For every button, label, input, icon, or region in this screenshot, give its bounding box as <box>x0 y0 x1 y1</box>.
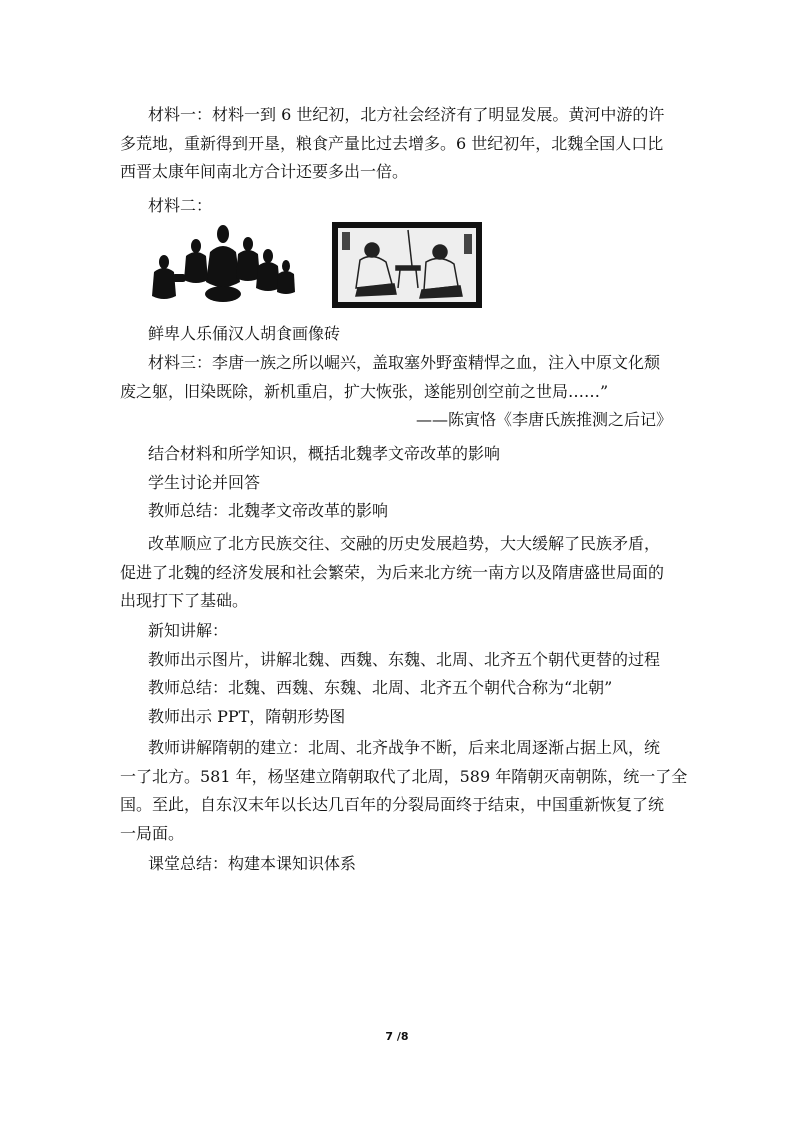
pottery-figurines-icon <box>150 222 296 308</box>
material-two-label: 材料二： <box>148 196 213 215</box>
new-knowledge-section <box>120 617 672 731</box>
teacher-ppt: 教师出示 PPT，隋朝形势图 <box>148 706 346 726</box>
sui-line: 教师讲解隋朝的建立：北周、北齐战争不断，后来北周逐渐占据上风，统 <box>148 738 661 757</box>
material-three-source: ——陈寅恪《李唐氏族推测之后记》 <box>415 410 672 429</box>
material-three-paragraph <box>120 349 672 435</box>
student-activity: 学生讨论并回答 <box>148 472 261 492</box>
xianbei-figurines-image <box>150 222 296 308</box>
hu-food-brick-image <box>332 222 482 308</box>
material-three-line: 废之躯，旧染既除，新机重启，扩大恢张，遂能别创空前之世局……” <box>120 381 609 401</box>
material-two-label-line <box>120 192 672 221</box>
class-summary-line <box>120 850 672 879</box>
impact-line: 出现打下了基础。 <box>120 591 249 610</box>
impact-line: 改革顺应了北方民族交往、交融的历史发展趋势，大大缓解了民族矛盾， <box>148 534 661 553</box>
new-knowledge-heading: 新知讲解： <box>148 621 229 640</box>
material-one-line: 材料一：材料一到 6 世纪初，北方社会经济有了明显发展。黄河中游的许 <box>148 105 665 124</box>
sui-line: 一局面。 <box>120 823 185 843</box>
material-one-line: 西晋太康年间南北方合计还要多出一倍。 <box>120 162 409 181</box>
material-one-line: 多荒地，重新得到开垦，粮食产量比过去增多。6 世纪初年，北魏全国人口比 <box>120 133 664 153</box>
question-line <box>120 440 672 526</box>
sui-line: 一了北方。581 年，杨坚建立隋朝取代了北周，589 年隋朝灭南朝陈，统一了全 <box>120 766 688 786</box>
question-text: 结合材料和所学知识，概括北魏孝文帝改革的影响 <box>148 444 501 463</box>
page-number: 7 /8 <box>385 1030 409 1043</box>
material-three-line: 材料三：李唐一族之所以崛兴，盖取塞外野蛮精悍之血，注入中原文化颓 <box>148 353 661 372</box>
sui-paragraph <box>120 734 688 848</box>
image-caption: 鲜卑人乐俑汉人胡食画像砖 <box>148 324 341 343</box>
class-summary: 课堂总结：构建本课知识体系 <box>148 854 357 873</box>
teacher-summary-reform: 教师总结：北魏孝文帝改革的影响 <box>148 501 389 520</box>
impact-paragraph <box>120 530 672 616</box>
teacher-show-images: 教师出示图片，讲解北魏、西魏、东魏、北周、北齐五个朝代更替的过程 <box>148 649 661 669</box>
sui-line: 国。至此，自东汉末年以长达几百年的分裂局面终于结束，中国重新恢复了统 <box>120 795 665 814</box>
impact-line: 促进了北魏的经济发展和社会繁荣，为后来北方统一南方以及隋唐盛世局面的 <box>120 562 665 582</box>
image-caption-line <box>120 320 672 349</box>
brick-relief-icon <box>332 222 482 308</box>
teacher-summary-northern-dynasties: 教师总结：北魏、西魏、东魏、北周、北齐五个朝代合称为“北朝” <box>148 678 613 697</box>
material-one-paragraph <box>120 101 672 187</box>
